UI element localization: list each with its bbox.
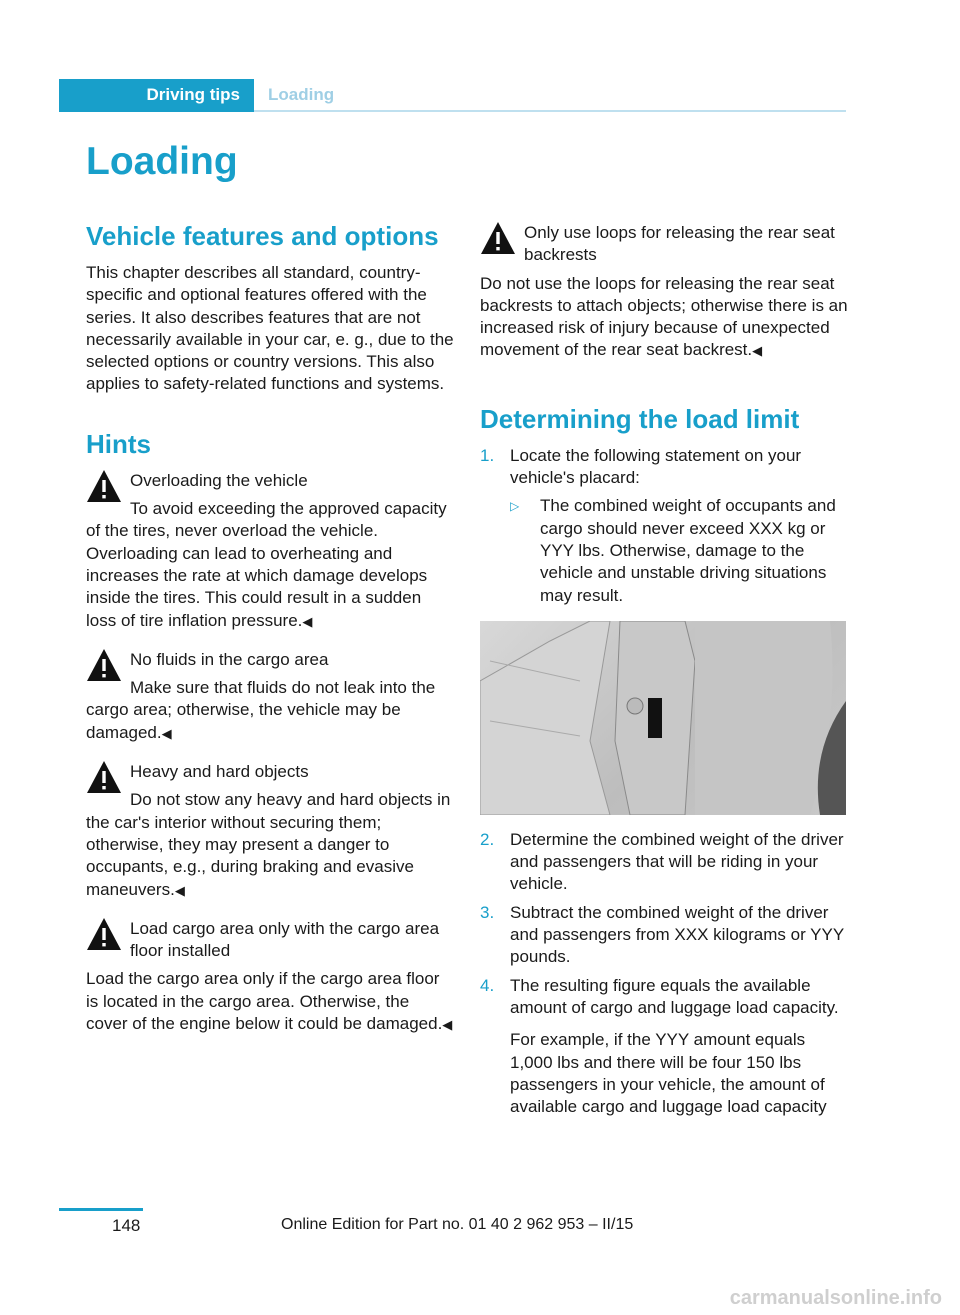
header-section: Driving tips bbox=[146, 85, 240, 104]
step-extra-text: For example, if the YYY amount equals 1,000 lbs and there will be four 150 lbs passengers in your vehicle, the amount of available cargo and luggage load capacity bbox=[510, 1030, 827, 1117]
step-item bbox=[480, 829, 848, 896]
step-item bbox=[480, 902, 848, 969]
step-number: 2. bbox=[480, 829, 495, 849]
warning-triangle-icon bbox=[480, 222, 524, 268]
warning-triangle-icon bbox=[86, 918, 130, 964]
warning-text: Do not use the loops for releasing the rear seat backrests to attach objects; otherwise there is an increased risk of injury because of unexpected movement of the rear seat backrest.◀ bbox=[480, 273, 848, 360]
page-number: 148 bbox=[112, 1216, 141, 1235]
warning-title: Heavy and hard objects bbox=[130, 762, 309, 782]
warning-text: To avoid exceeding the approved capacity of the tires, never overload the vehicle. Overloading can lead to overheating and increases the rate at which damage develops inside the tires. This could result in a sudden loss of tire inflation pressure.◀ bbox=[86, 499, 447, 630]
warning-text: Do not stow any heavy and hard objects in the car's interior without securing them; otherwise, they may present a danger to occupants, e.g., during braking and evasive maneuvers.◀ bbox=[86, 790, 451, 899]
step-number: 1. bbox=[480, 445, 495, 465]
warning-triangle-icon bbox=[86, 649, 130, 695]
end-mark: ◀ bbox=[302, 613, 313, 629]
end-mark: ◀ bbox=[161, 725, 172, 741]
step-number: 4. bbox=[480, 975, 495, 995]
step-text: The resulting figure equals the available amount of cargo and luggage load capacity. bbox=[510, 975, 839, 1017]
step-item bbox=[480, 975, 848, 1119]
left-column bbox=[86, 220, 454, 1052]
watermark: carmanualsonline.info bbox=[729, 1287, 942, 1309]
door-pillar-placard-illustration bbox=[480, 621, 846, 815]
bullet-triangle-icon: ▷ bbox=[510, 499, 520, 514]
header-divider bbox=[254, 110, 846, 112]
step-item bbox=[480, 445, 848, 607]
header-section-tab bbox=[59, 79, 254, 112]
header-subsection: Loading bbox=[268, 85, 335, 104]
steps-list bbox=[480, 445, 848, 1119]
step-text: Locate the following statement on your vehicle's placard: bbox=[510, 445, 802, 488]
warning-block bbox=[480, 222, 848, 363]
warning-triangle-icon bbox=[86, 470, 130, 516]
end-mark: ◀ bbox=[174, 882, 185, 898]
heading-load-limit: Determining the load limit bbox=[480, 403, 800, 434]
warning-text: Load the cargo area only if the cargo area floor is located in the cargo area. Otherwise, the cover of the engine below it could be damaged.◀ bbox=[86, 969, 453, 1034]
end-mark: ◀ bbox=[752, 343, 763, 359]
warning-title: Load cargo area only with the cargo area floor installed bbox=[130, 918, 440, 961]
heading-features: Vehicle features and options bbox=[86, 221, 439, 251]
step-text: Determine the combined weight of the driver and passengers that will be riding in your vehicle. bbox=[510, 829, 844, 894]
warning-block bbox=[86, 649, 454, 745]
step-text: Subtract the combined weight of the driver and passengers from XXX kilograms or YYY pounds. bbox=[510, 902, 844, 967]
step-subtext: The combined weight of occupants and cargo should never exceed XXX kg or YYY lbs. Otherwise, damage to the vehicle and unstable driving situations may result. bbox=[540, 496, 836, 605]
heading-hints: Hints bbox=[86, 428, 151, 459]
edition-text: Online Edition for Part no. 01 40 2 962 953 – II/15 bbox=[281, 1216, 634, 1233]
right-column bbox=[480, 222, 848, 1124]
footer-line bbox=[59, 1208, 143, 1211]
warning-triangle-icon bbox=[86, 761, 130, 807]
step-number: 3. bbox=[480, 902, 495, 922]
warning-title: No fluids in the cargo area bbox=[130, 649, 329, 669]
warning-text: Make sure that fluids do not leak into the cargo area; otherwise, the vehicle may be damaged.◀ bbox=[86, 678, 436, 742]
features-text: This chapter describes all standard, country-specific and optional features offered with the series. It also describes features that are not necessarily available in your car, e. g., due to the selected options or country versions. This also applies to safety-related functions and systems. bbox=[86, 263, 454, 394]
warning-block bbox=[86, 918, 454, 1036]
end-mark: ◀ bbox=[442, 1017, 453, 1033]
warning-block bbox=[86, 470, 454, 633]
step-subitem bbox=[510, 495, 848, 606]
warning-block bbox=[86, 761, 454, 902]
warning-title: Overloading the vehicle bbox=[130, 470, 308, 490]
page-title: Loading bbox=[86, 140, 238, 183]
warning-title: Only use loops for releasing the rear seat backrests bbox=[524, 223, 835, 265]
